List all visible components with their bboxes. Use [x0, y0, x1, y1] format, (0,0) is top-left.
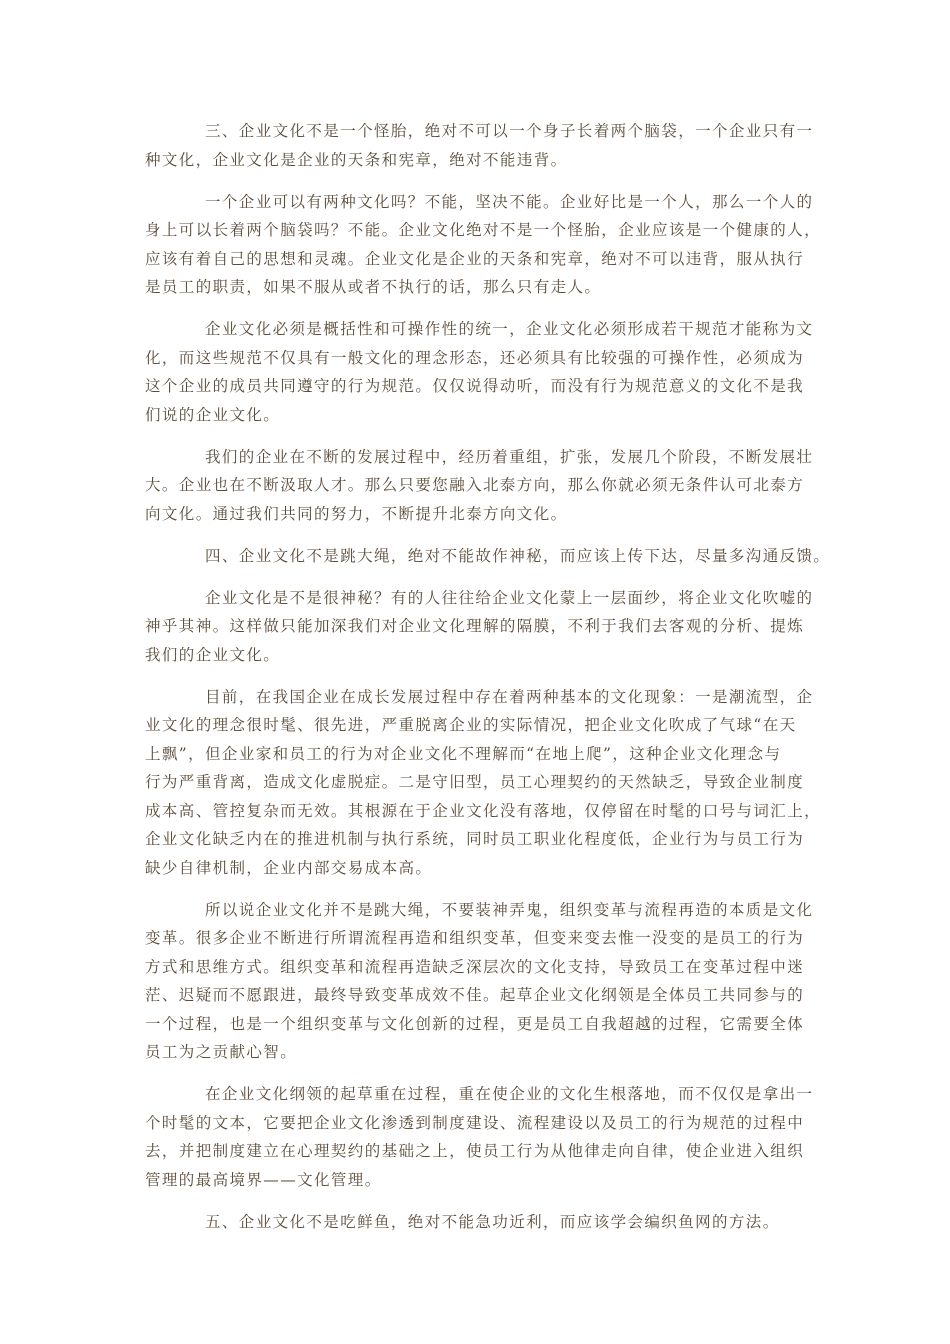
paragraph	[145, 117, 815, 174]
text-line: 一个企业可以有两种文化吗？不能，坚决不能。企业好比是一个人，那么一个人的	[205, 192, 814, 211]
text-line: 企业文化是不是很神秘？有的人往往给企业文化蒙上一层面纱，将企业文化吹嘘的	[205, 588, 814, 607]
paragraph	[145, 188, 822, 302]
text-line: 是员工的职责，如果不服从或者不执行的话，那么只有走人。	[145, 278, 602, 296]
text-line: 所以说企业文化并不是跳大绳，不要装神弄鬼，组织变革与流程再造的本质是文化	[205, 900, 814, 919]
text-line: 神乎其神。这样做只能加深我们对企业文化理解的隔膜，不利于我们去客观的分析、提炼	[145, 617, 805, 635]
document-body	[145, 117, 831, 1250]
text-line: 四、企业文化不是跳大绳，绝对不能故作神秘，而应该上传下达，尽量多沟通反馈。	[205, 546, 831, 565]
text-line: 我们的企业文化。	[145, 645, 281, 664]
text-line: 缺少自律机制，企业内部交易成本高。	[145, 858, 433, 877]
text-line: 五、企业文化不是吃鲜鱼，绝对不能急功近利，而应该学会编织鱼网的方法。	[205, 1212, 780, 1231]
text-line: 方式和思维方式。组织变革和流程再造缺乏深层次的文化支持，导致员工在变革过程中迷	[145, 957, 805, 976]
text-line: 化，而这些规范不仅具有一般文化的理念形态，还必须具有比较强的可操作性，必须成为	[145, 348, 805, 367]
text-line: 上飘”，但企业家和员工的行为对企业文化不理解而“在地上爬”，这种企业文化理念与	[145, 744, 782, 763]
text-line: 变革。很多企业不断进行所谓流程再造和组织变革，但变来变去惟一没变的是员工的行为	[145, 929, 805, 947]
paragraph	[145, 683, 822, 883]
text-line: 向文化。通过我们共同的努力，不断提升北泰方向文化。	[145, 504, 568, 523]
text-line: 企业文化必须是概括性和可操作性的统一，企业文化必须形成若干规范才能称为文	[205, 320, 814, 338]
text-line: 们说的企业文化。	[145, 405, 281, 424]
text-line: 管理的最高境界——文化管理。	[145, 1170, 382, 1189]
paragraph	[145, 542, 831, 571]
paragraph	[145, 1208, 815, 1237]
text-line: 种文化，企业文化是企业的天条和宪章，绝对不能违背。	[145, 150, 568, 169]
text-line: 业文化的理念很时髦、很先进，严重脱离企业的实际情况，把企业文化吹成了气球“在天	[145, 716, 797, 734]
text-line: 员工为之贡献心智。	[145, 1043, 298, 1061]
paragraph	[145, 443, 815, 529]
text-line: 成本高、管控复杂而无效。其根源在于企业文化没有落地，仅停留在时髦的口号与词汇上，	[145, 801, 822, 820]
paragraph	[145, 584, 815, 670]
text-line: 三、企业文化不是一个怪胎，绝对不可以一个身子长着两个脑袋，一个企业只有一	[205, 122, 814, 140]
text-line: 大。企业也在不断汲取人才。那么只要您融入北泰方向，那么你就必须无条件认可北泰方	[145, 476, 805, 494]
paragraph	[145, 315, 815, 429]
text-line: 企业文化缺乏内在的推进机制与执行系统，同时员工职业化程度低，企业行为与员工行为	[145, 830, 805, 848]
text-line: 这个企业的成员共同遵守的行为规范。仅仅说得动听，而没有行为规范意义的文化不是我	[145, 377, 805, 395]
text-line: 茫、迟疑而不愿跟进，最终导致变革成效不佳。起草企业文化纲领是全体员工共同参与的	[145, 986, 805, 1004]
text-line: 行为严重背离，造成文化虚脱症。二是守旧型，员工心理契约的天然缺乏，导致企业制度	[145, 773, 805, 791]
paragraph	[145, 896, 815, 1067]
text-line: 在企业文化纲领的起草重在过程，重在使企业的文化生根落地，而不仅仅是拿出一	[205, 1085, 814, 1103]
text-line: 应该有着自己的思想和灵魂。企业文化是企业的天条和宪章，绝对不可以违背，服从执行	[145, 249, 805, 268]
text-line: 一个过程，也是一个组织变革与文化创新的过程，更是员工自我超越的过程，它需要全体	[145, 1014, 805, 1033]
paragraph	[145, 1080, 815, 1194]
text-line: 去，并把制度建立在心理契约的基础之上，使员工行为从他律走向自律，使企业进入组织	[145, 1142, 805, 1160]
text-line: 个时髦的文本，它要把企业文化渗透到制度建设、流程建设以及员工的行为规范的过程中	[145, 1113, 805, 1132]
text-line: 我们的企业在不断的发展过程中，经历着重组，扩张，发展几个阶段，不断发展壮	[205, 447, 814, 466]
text-line: 身上可以长着两个脑袋吗？不能。企业文化绝对不是一个怪胎，企业应该是一个健康的人，	[145, 221, 822, 239]
text-line: 目前，在我国企业在成长发展过程中存在着两种基本的文化现象：一是潮流型，企	[205, 687, 814, 706]
